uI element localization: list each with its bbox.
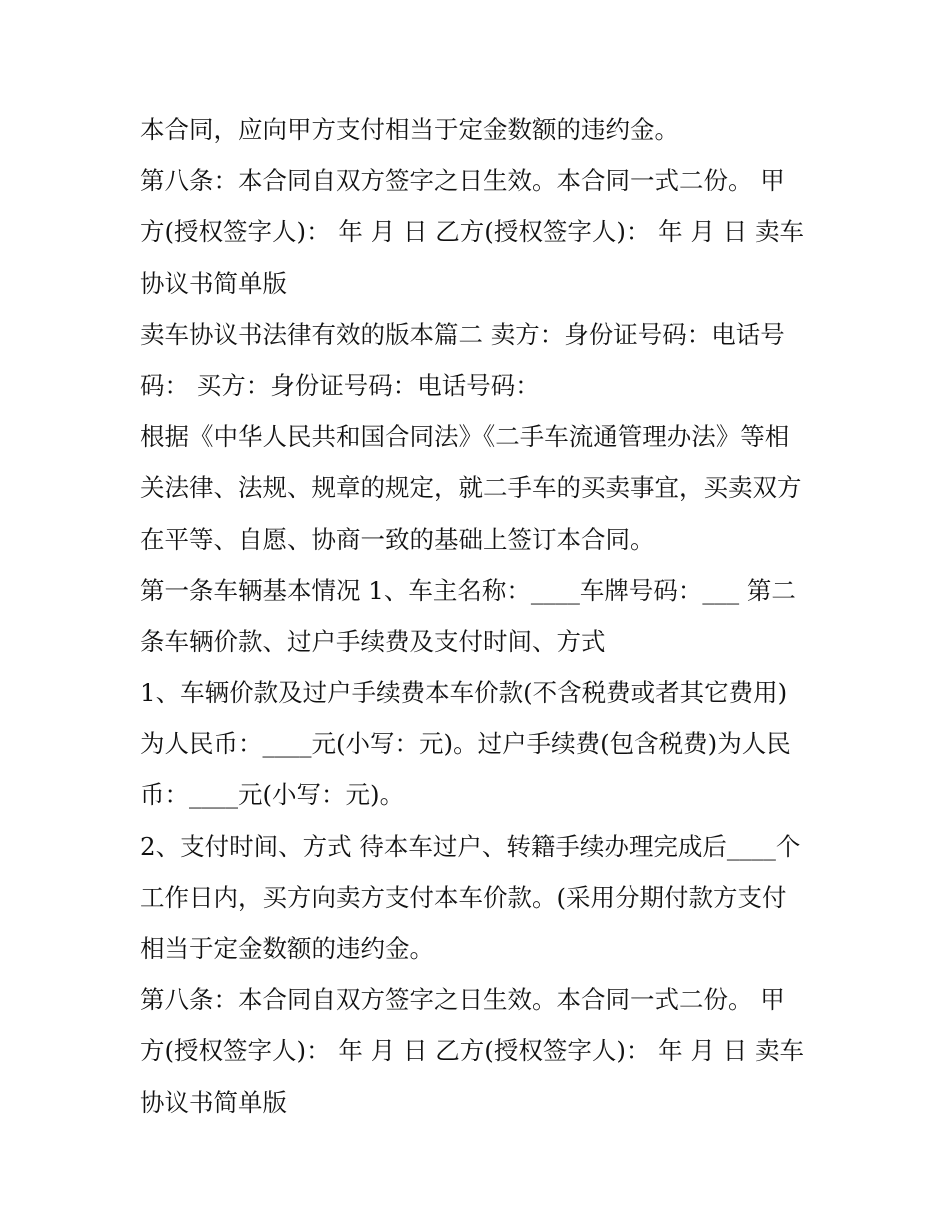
text-line: 第八条：本合同自双方签字之日生效。本合同一式二份。 甲 — [140, 985, 785, 1015]
text-line: 工作日内，买方向卖方支付本车价款。(采用分期付款方支付 — [140, 882, 787, 912]
text-line: 方(授权签字人)： 年 月 日 乙方(授权签字人)： 年 月 日 卖车 — [140, 217, 805, 247]
text-line: 条车辆价款、过户手续费及支付时间、方式 — [140, 626, 606, 656]
text-line: 协议书简单版 — [140, 268, 287, 298]
text-line: 根据《中华人民共和国合同法》《二手车流通管理办法》等相 — [140, 422, 790, 452]
text-line: 码： 买方：身份证号码：电话号码： — [140, 370, 540, 400]
text-line: 本合同，应向甲方支付相当于定金数额的违约金。 — [140, 115, 679, 144]
text-line: 相当于定金数额的违约金。 — [140, 934, 434, 963]
text-line: 关法律、法规、规章的规定，就二手车的买卖事宜，买卖双方 — [140, 473, 802, 503]
text-line: 第八条：本合同自双方签字之日生效。本合同一式二份。 甲 — [140, 166, 785, 196]
text-line: 1、车辆价款及过户手续费本车价款(不含税费或者其它费用) — [140, 678, 788, 708]
document-body — [140, 104, 820, 1128]
text-line: 2、支付时间、方式 待本车过户、转籍手续办理完成后____个 — [140, 831, 801, 861]
text-line: 协议书简单版 — [140, 1087, 287, 1117]
text-line: 为人民币：____元(小写：元)。过户手续费(包含税费)为人民 — [140, 729, 791, 759]
text-line: 币：____元(小写：元)。 — [140, 780, 405, 810]
text-line: 在平等、自愿、协商一致的基础上签订本合同。 — [140, 524, 655, 554]
text-line: 卖车协议书法律有效的版本篇二 卖方：身份证号码：电话号 — [140, 319, 785, 349]
text-line: 方(授权签字人)： 年 月 日 乙方(授权签字人)： 年 月 日 卖车 — [140, 1036, 805, 1066]
text-line: 第一条车辆基本情况 1、车主名称：____车牌号码：___ 第二 — [140, 575, 796, 605]
